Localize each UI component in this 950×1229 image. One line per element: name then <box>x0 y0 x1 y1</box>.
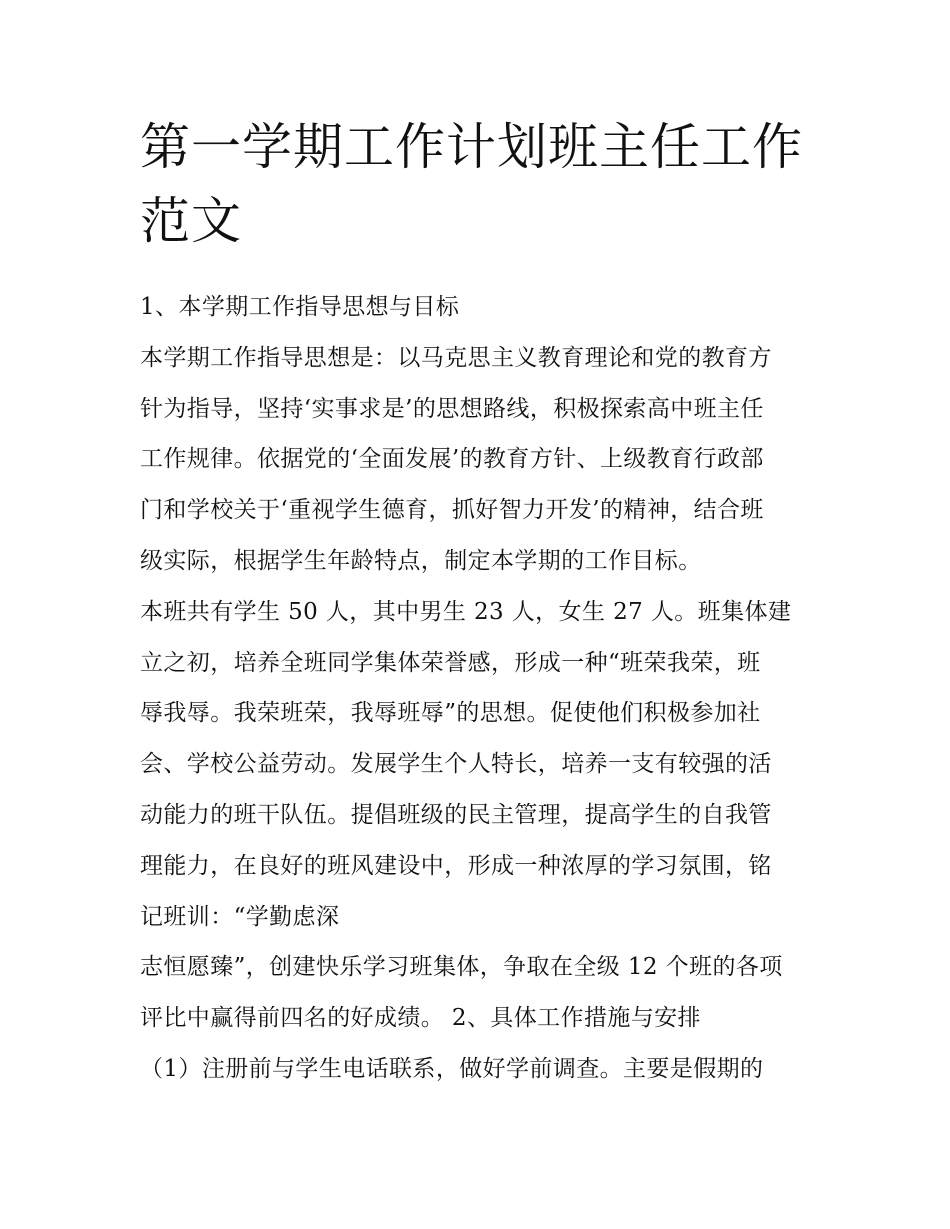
body-text-line: 工作规律。依据党的‘全面发展’的教育方针、上级教育行政部 <box>140 446 764 473</box>
title-line: 范文 <box>140 192 242 250</box>
body-text-line: 辱我辱。我荣班荣，我辱班辱”的思想。促使他们积极参加社 <box>140 700 761 727</box>
title-line: 第一学期工作计划班主任工作 <box>140 118 803 176</box>
section-heading: 1、本学期工作指导思想与目标 <box>140 294 460 320</box>
body-text-line: 评比中赢得前四名的好成绩。 2、具体工作措施与安排 <box>140 1005 701 1032</box>
body-text-line: 立之初，培养全班同学集体荣誉感，形成一种“班荣我荣，班 <box>140 649 761 676</box>
document-body <box>140 282 830 1095</box>
body-text-line: 理能力，在良好的班风建设中，形成一种浓厚的学习氛围，铭 <box>140 852 772 879</box>
body-text-line: 门和学校关于‘重视学生德育，抓好智力开发’的精神，结合班 <box>140 497 764 524</box>
body-text-line: 级实际，根据学生年龄特点，制定本学期的工作目标。 <box>140 547 702 574</box>
body-text-line: 动能力的班干队伍。提倡班级的民主管理，提高学生的自我管 <box>140 801 772 828</box>
body-text-line: 志恒愿臻”，创建快乐学习班集体，争取在全级 12 个班的各项 <box>140 954 783 981</box>
body-text-line: 本学期工作指导思想是：以马克思主义教育理论和党的教育方 <box>140 344 772 371</box>
body-text-line: （1）注册前与学生电话联系，做好学前调查。主要是假期的 <box>140 1055 764 1082</box>
body-text-line: 会、学校公益劳动。发展学生个人特长，培养一支有较强的活 <box>140 751 772 778</box>
body-text-line: 本班共有学生 50 人，其中男生 23 人，女生 27 人。班集体建 <box>140 598 792 625</box>
body-text-line: 记班训：“学勤虑深 <box>140 903 340 930</box>
body-text-line: 针为指导，坚持‘实事求是’的思想路线，积极探索高中班主任 <box>140 395 764 422</box>
document-title <box>140 110 820 258</box>
